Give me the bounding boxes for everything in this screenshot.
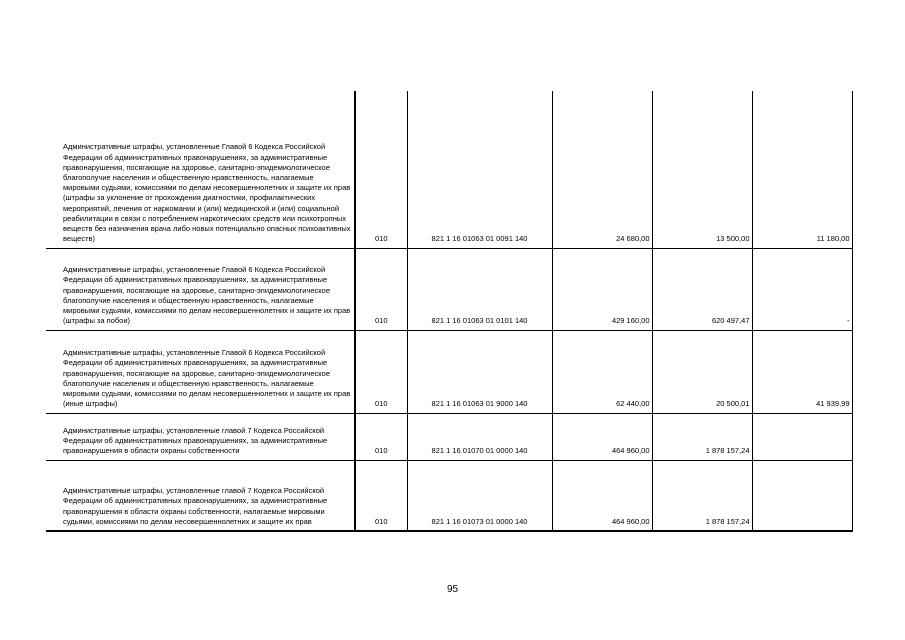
row-value-2: 20 500,01 (652, 330, 752, 413)
table-row (46, 460, 852, 531)
row-value-1: 62 440,00 (552, 330, 652, 413)
revenue-table (46, 91, 853, 532)
row-value-1: 464 960,00 (552, 460, 652, 531)
row-value-2: 620 497,47 (652, 248, 752, 330)
table-row (46, 330, 852, 413)
row-code: 010 (355, 413, 407, 460)
row-kbk: 821 1 16 01063 01 0101 140 (407, 248, 552, 330)
row-value-1: 464 960,00 (552, 413, 652, 460)
table-row (46, 248, 852, 330)
row-value-2: 1 878 157,24 (652, 413, 752, 460)
page-number: 95 (446, 584, 459, 595)
row-value-1: 429 160,00 (552, 248, 652, 330)
row-value-1: 24 680,00 (552, 91, 652, 248)
row-kbk: 821 1 16 01073 01 0000 140 (407, 460, 552, 531)
row-value-3: 11 180,00 (752, 91, 852, 248)
row-value-3: 41 939,99 (752, 330, 852, 413)
row-value-3 (752, 413, 852, 460)
row-name: Административные штрафы, установленные Главой 6 Кодекса Российской Федерации об административных правонарушениях, за административные правонарушения, посягающие на здоровье, санитарно-эпидемиологическое благополучие населения и общественную нравственность, налагаемые мировыми судьями, комиссиями по делам несовершеннолетних и защите их прав (штрафы за уклонение от прохождения диагностики, профилактических мероприятий, лечения от наркомании и (или) медицинской и (или) социальной реабилитации в связи с потреблением наркотических средств или психотропных веществ без назначения врача либо новых потенциально опасных психоактивных веществ) (46, 91, 355, 248)
row-value-3: - (752, 248, 852, 330)
row-value-2: 1 878 157,24 (652, 460, 752, 531)
table-row (46, 413, 852, 460)
row-name: Административные штрафы, установленные Главой 6 Кодекса Российской Федерации об административных правонарушениях, за административные правонарушения, посягающие на здоровье, санитарно-эпидемиологическое благополучие населения и общественную нравственность, налагаемые мировыми судьями, комиссиями по делам несовершеннолетних и защите их прав (штрафы за побои) (46, 248, 355, 330)
row-kbk: 821 1 16 01063 01 0091 140 (407, 91, 552, 248)
row-code: 010 (355, 248, 407, 330)
row-name: Административные штрафы, установленные Главой 6 Кодекса Российской Федерации об административных правонарушениях, за административные правонарушения, посягающие на здоровье, санитарно-эпидемиологическое благополучие населения и общественную нравственность, налагаемые мировыми судьями, комиссиями по делам несовершеннолетних и защите их прав (иные штрафы) (46, 330, 355, 413)
row-code: 010 (355, 460, 407, 531)
row-name: Административные штрафы, установленные главой 7 Кодекса Российской Федерации об административных правонарушениях, за административные правонарушения в области охраны собственности (46, 413, 355, 460)
table-row (46, 91, 852, 248)
row-value-3 (752, 460, 852, 531)
row-code: 010 (355, 330, 407, 413)
row-kbk: 821 1 16 01063 01 9000 140 (407, 330, 552, 413)
row-name: Административные штрафы, установленные главой 7 Кодекса Российской Федерации об административных правонарушениях, за административные правонарушения в области охраны собственности, налагаемые мировыми судьями, комиссиями по делам несовершеннолетних и защите их прав (46, 460, 355, 531)
row-kbk: 821 1 16 01070 01 0000 140 (407, 413, 552, 460)
row-code: 010 (355, 91, 407, 248)
row-value-2: 13 500,00 (652, 91, 752, 248)
